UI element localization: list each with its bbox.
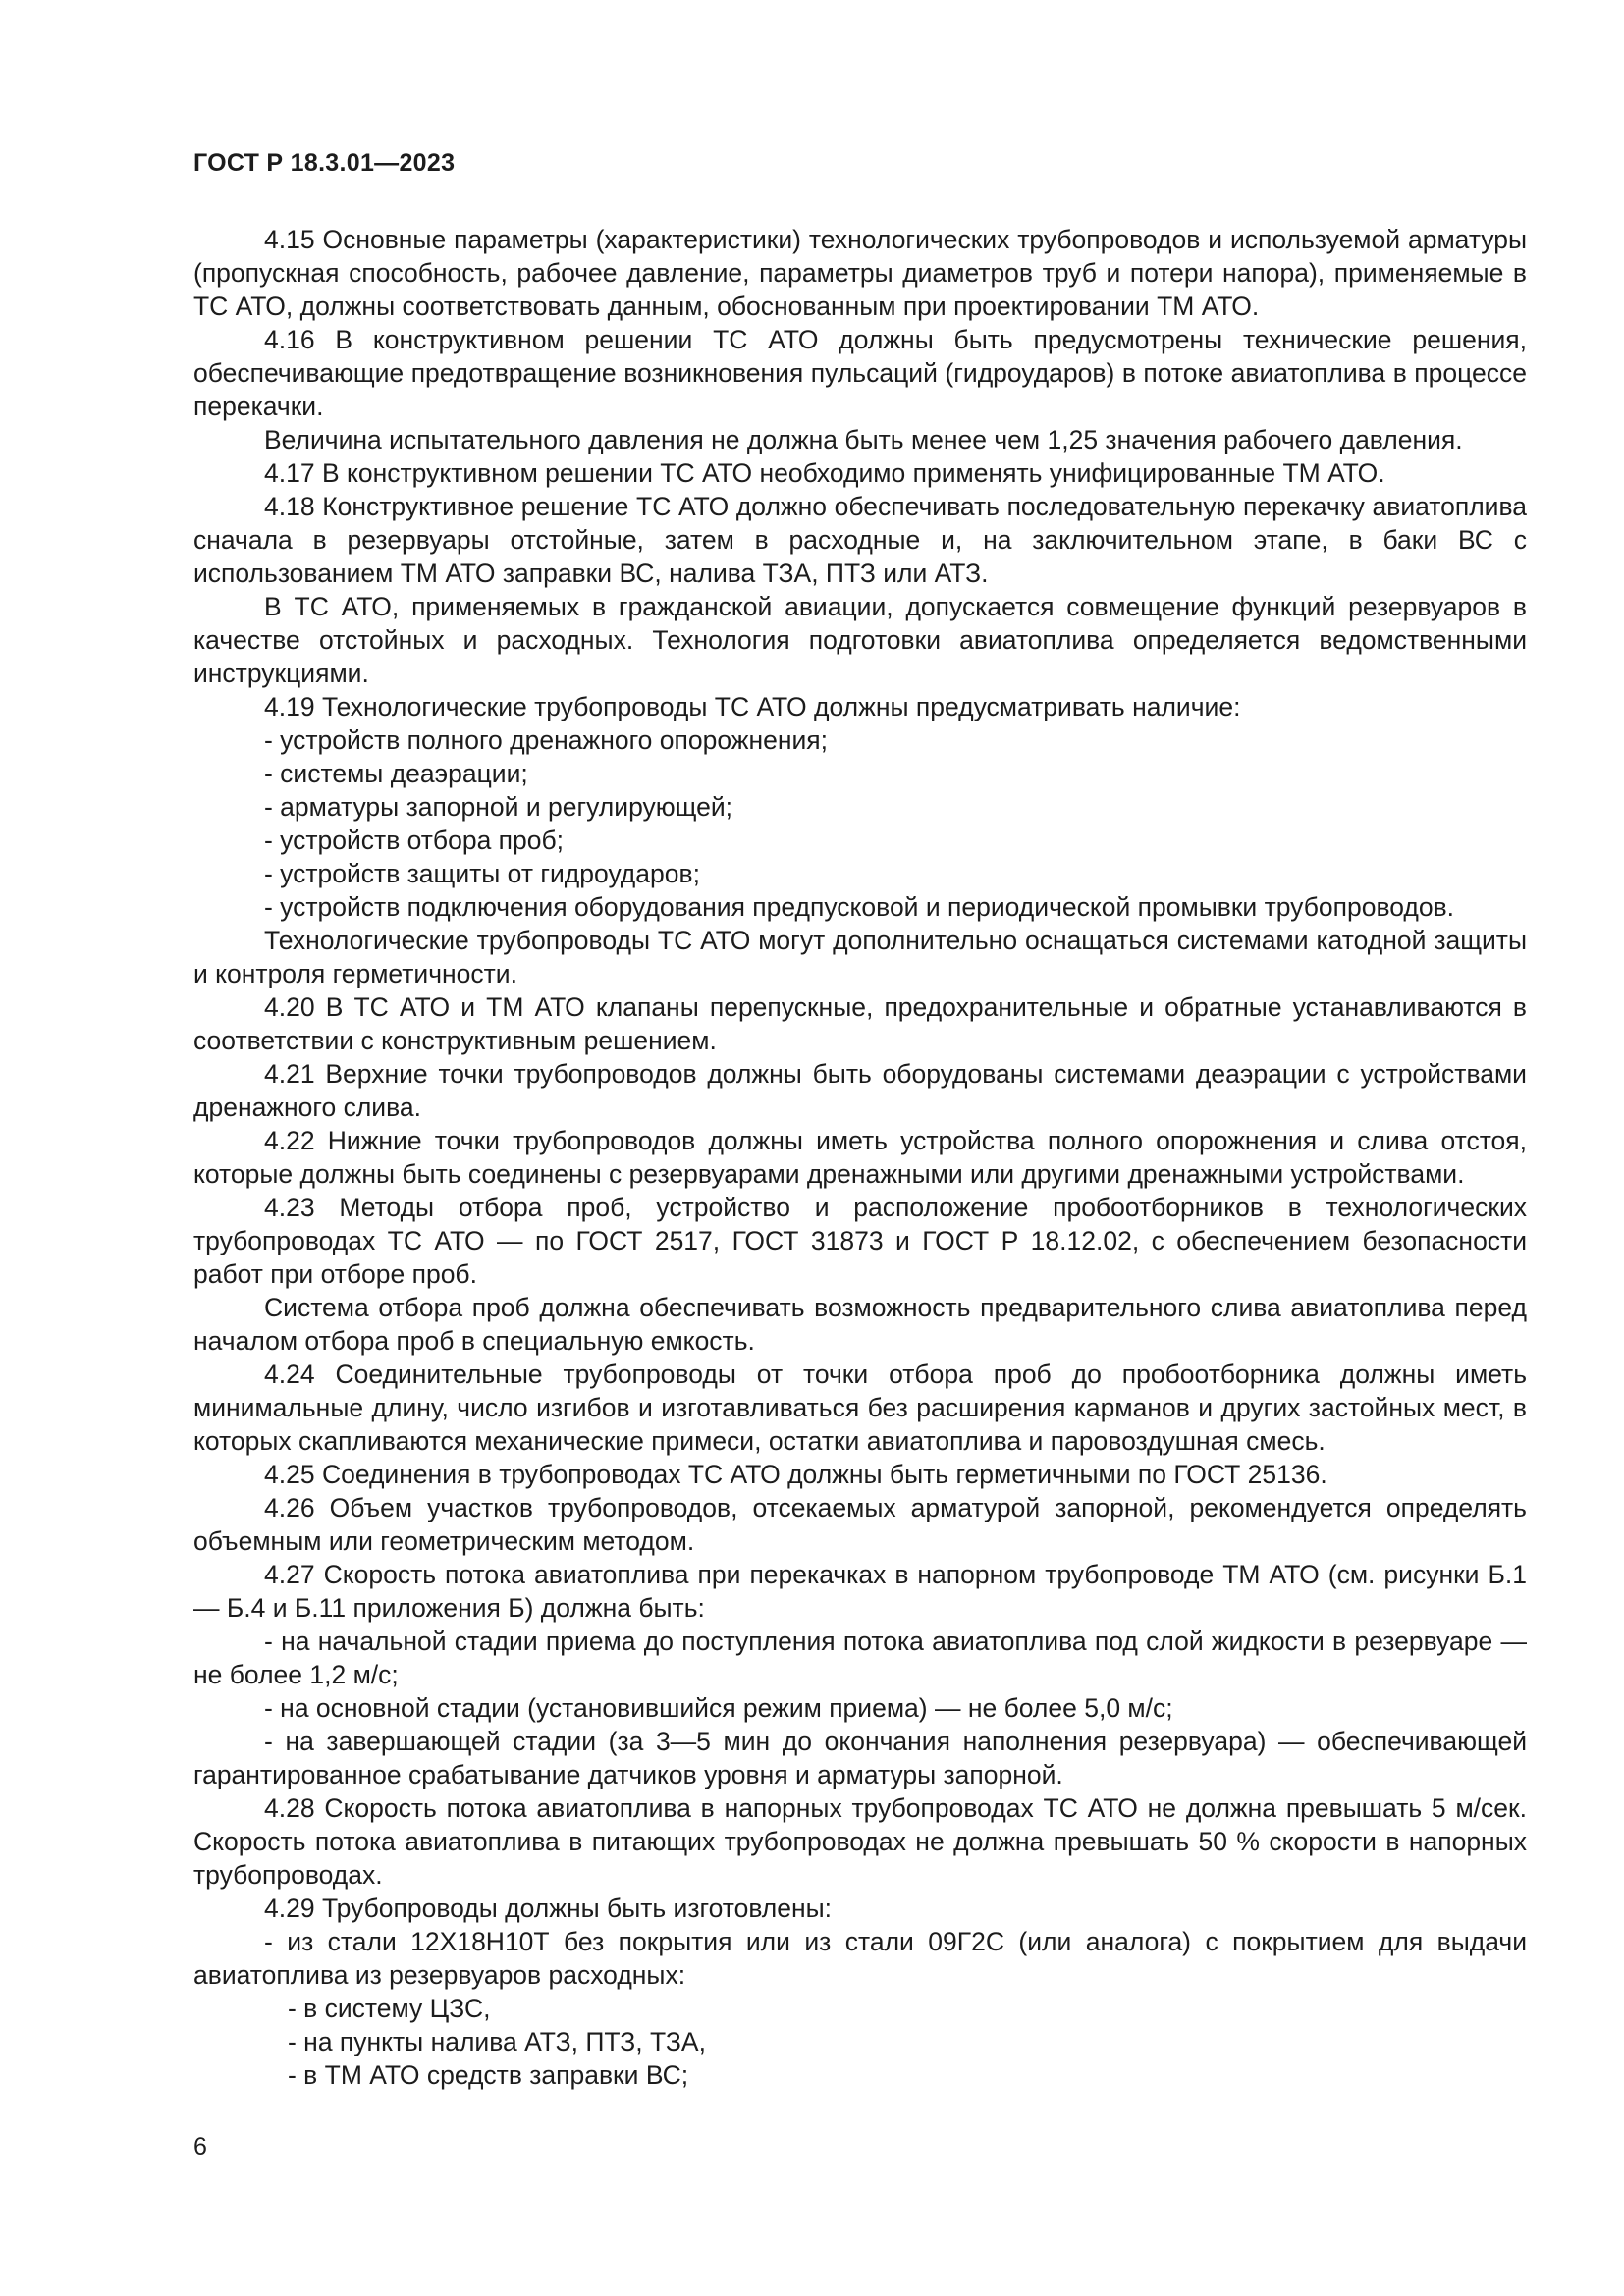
page-number: 6 <box>193 2133 207 2161</box>
paragraph-4-16: 4.16 В конструктивном решении ТС АТО должны быть предусмотрены технические решения, обеспечивающие предотвращение возникновения пульсаций (гидроударов) в потоке авиатоплива в процессе перекачки. <box>193 325 1527 421</box>
paragraph-4-21: 4.21 Верхние точки трубопроводов должны быть оборудованы системами деаэрации с устройствами дренажного слива. <box>193 1059 1527 1122</box>
list-item: - арматуры запорной и регулирующей; <box>264 792 733 822</box>
list-item: - устройств защиты от гидроударов; <box>264 859 700 888</box>
paragraph-4-22: 4.22 Нижние точки трубопроводов должны иметь устройства полного опорожнения и слива отстоя, которые должны быть соединены с резервуарами дренажными или другими дренажными устройствами. <box>193 1126 1527 1189</box>
sub-list-item: - в ТМ АТО средств заправки ВС; <box>288 2060 689 2090</box>
list-item: - системы деаэрации; <box>264 759 528 788</box>
paragraph-4-18: 4.18 Конструктивное решение ТС АТО должно обеспечивать последовательную перекачку авиатоплива сначала в резервуары отстойные, затем в расходные и, на заключительном этапе, в баки ВС с использованием ТМ АТО заправки ВС, налива ТЗА, ПТЗ или АТЗ. <box>193 492 1527 588</box>
paragraph-4-23: 4.23 Методы отбора проб, устройство и расположение пробоотборников в технологических трубопроводах ТС АТО — по ГОСТ 2517, ГОСТ 31873 и ГОСТ Р 18.12.02, с обеспечением безопасности работ при отборе проб. <box>193 1193 1527 1289</box>
paragraph-4-29: 4.29 Трубопроводы должны быть изготовлены: <box>264 1894 833 1923</box>
list-item: - устройств полного дренажного опорожнения; <box>264 725 829 755</box>
list-item: - на завершающей стадии (за 3—5 мин до окончания наполнения резервуара) — обеспечивающей гарантированное срабатывание датчиков уровня и арматуры запорной. <box>193 1727 1527 1789</box>
list-item: - на основной стадии (установившийся режим приема) — не более 5,0 м/с; <box>264 1693 1173 1723</box>
paragraph-4-24: 4.24 Соединительные трубопроводы от точки отбора проб до пробоотборника должны иметь минимальные длину, число изгибов и изготавливаться без расширения карманов и других застойных мест, в которых скапливаются механические примеси, остатки авиатоплива и паровоздушная смесь. <box>193 1360 1527 1456</box>
paragraph-4-25: 4.25 Соединения в трубопроводах ТС АТО должны быть герметичными по ГОСТ 25136. <box>264 1460 1327 1489</box>
sub-list-item: - на пункты налива АТЗ, ПТЗ, ТЗА, <box>288 2027 706 2056</box>
list-item: - на начальной стадии приема до поступления потока авиатоплива под слой жидкости в резервуаре — не более 1,2 м/с; <box>193 1627 1527 1689</box>
paragraph-4-27: 4.27 Скорость потока авиатоплива при перекачках в напорном трубопроводе ТМ АТО (см. рисунки Б.1 — Б.4 и Б.11 приложения Б) должна быть: <box>193 1560 1527 1623</box>
list-item: - из стали 12Х18Н10Т без покрытия или из стали 09Г2С (или аналога) с покрытием для выдачи авиатоплива из резервуаров расходных: <box>193 1927 1527 1990</box>
list-item: - устройств отбора проб; <box>264 826 565 855</box>
paragraph-sampling-system: Система отбора проб должна обеспечивать возможность предварительного слива авиатоплива перед началом отбора проб в специальную емкость. <box>193 1293 1527 1356</box>
paragraph-4-28: 4.28 Скорость потока авиатоплива в напорных трубопроводах ТС АТО не должна превышать 5 м/сек. Скорость потока авиатоплива в питающих трубопроводах не должна превышать 50 % скорости в напорных трубопроводах. <box>193 1793 1527 1890</box>
list-item: - устройств подключения оборудования предпусковой и периодической промывки трубопроводов. <box>264 892 1455 922</box>
paragraph-cathodic-protection: Технологические трубопроводы ТС АТО могут дополнительно оснащаться системами катодной защиты и контроля герметичности. <box>193 926 1527 988</box>
paragraph-4-26: 4.26 Объем участков трубопроводов, отсекаемых арматурой запорной, рекомендуется определять объемным или геометрическим методом. <box>193 1493 1527 1556</box>
paragraph-test-pressure: Величина испытательного давления не должна быть менее чем 1,25 значения рабочего давления. <box>264 425 1463 454</box>
paragraph-4-19: 4.19 Технологические трубопроводы ТС АТО должны предусматривать наличие: <box>264 692 1241 721</box>
sub-list-item: - в систему ЦЗС, <box>288 1994 491 2023</box>
paragraph-civil-aviation: В ТС АТО, применяемых в гражданской авиации, допускается совмещение функций резервуаров в качестве отстойных и расходных. Технология подготовки авиатоплива определяется ведомственными инструкциями. <box>193 592 1527 688</box>
document-header: ГОСТ Р 18.3.01—2023 <box>193 149 456 177</box>
paragraph-4-17: 4.17 В конструктивном решении ТС АТО необходимо применять унифицированные ТМ АТО. <box>264 458 1385 488</box>
document-body <box>193 223 1527 2092</box>
paragraph-4-15: 4.15 Основные параметры (характеристики) технологических трубопроводов и используемой арматуры (пропускная способность, рабочее давление, параметры диаметров труб и потери напора), применяемые в ТС АТО, должны соответствовать данным, обоснованным при проектировании ТМ АТО. <box>193 225 1527 321</box>
paragraph-4-20: 4.20 В ТС АТО и ТМ АТО клапаны перепускные, предохранительные и обратные устанавливаются в соответствии с конструктивным решением. <box>193 992 1527 1055</box>
